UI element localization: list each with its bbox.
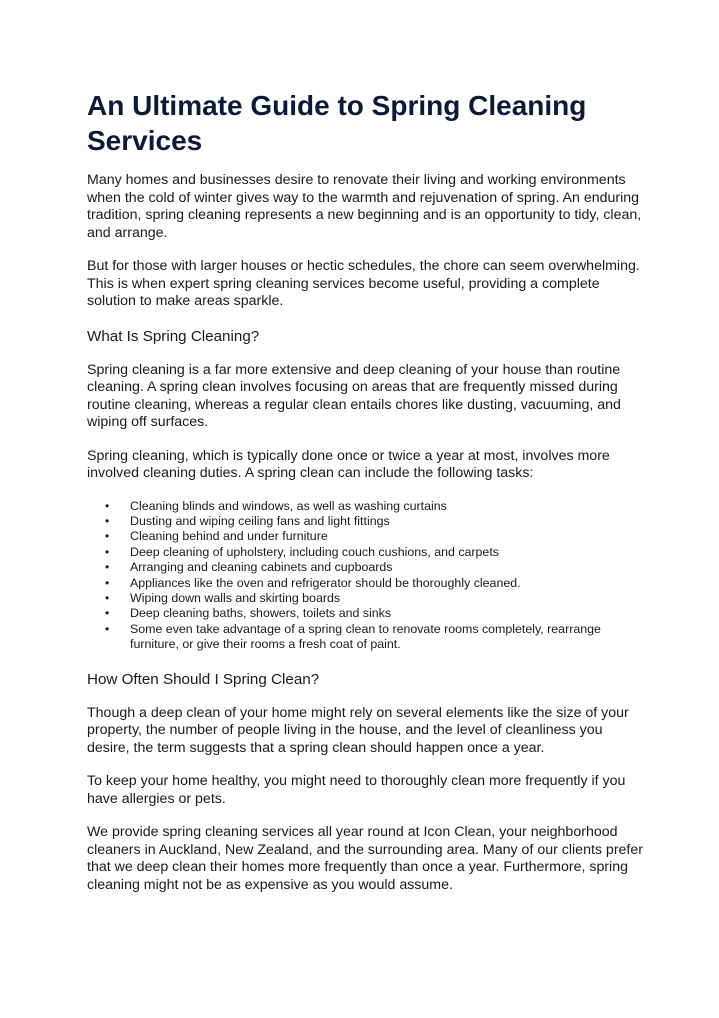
list-item [87, 606, 647, 621]
list-item-text: Dusting and wiping ceiling fans and light fittings [130, 513, 390, 528]
intro-paragraph-1: Many homes and businesses desire to renovate their living and working environments when the cold of winter gives way to the warmth and rejuvenation of spring. An enduring tradition, spring cleaning represents a new beginning and is an opportunity to tidy, clean, and arrange. [87, 172, 642, 241]
task-list [87, 499, 647, 653]
bullet-icon: • [105, 590, 110, 605]
bullet-icon: • [105, 513, 110, 528]
list-item [87, 560, 647, 575]
bullet-icon: • [105, 621, 110, 636]
section1-paragraph-1: Spring cleaning is a far more extensive and deep cleaning of your house than routine cleaning. A spring clean involves focusing on areas that are frequently missed during routine cleaning, whereas a regular clean entails chores like dusting, vacuuming, and wiping off surfaces. [87, 361, 621, 430]
document-page [87, 88, 647, 910]
page-title: An Ultimate Guide to Spring Cleaning Services [87, 90, 587, 156]
list-item [87, 529, 647, 544]
bullet-icon: • [105, 560, 110, 575]
section-heading-what-is-spring-cleaning: What Is Spring Cleaning? [87, 327, 260, 345]
list-item [87, 622, 647, 653]
bullet-icon: • [105, 529, 110, 544]
list-item-text: Cleaning blinds and windows, as well as washing curtains [130, 498, 447, 513]
section2-paragraph-3: We provide spring cleaning services all year round at Icon Clean, your neighborhood cleaners in Auckland, New Zealand, and the surrounding area. Many of our clients prefer that we deep clean their homes more frequently than once a year. Furthermore, spring cleaning might not be as expensive as you would assume. [87, 824, 643, 893]
list-item-text: Arranging and cleaning cabinets and cupboards [130, 560, 393, 575]
list-item-text: Some even take advantage of a spring clean to renovate rooms completely, rearrange furniture, or give their rooms a fresh coat of paint. [130, 621, 601, 652]
list-item [87, 545, 647, 560]
list-item-text: Deep cleaning of upholstery, including couch cushions, and carpets [130, 544, 499, 559]
bullet-icon: • [105, 544, 110, 559]
bullet-icon: • [105, 606, 110, 621]
bullet-icon: • [105, 575, 110, 590]
list-item [87, 499, 647, 514]
list-item-text: Appliances like the oven and refrigerator should be thoroughly cleaned. [130, 575, 521, 590]
list-item [87, 514, 647, 529]
section1-paragraph-2: Spring cleaning, which is typically done once or twice a year at most, involves more involved cleaning duties. A spring clean can include the following tasks: [87, 447, 610, 481]
section-heading-how-often: How Often Should I Spring Clean? [87, 670, 320, 688]
list-item-text: Cleaning behind and under furniture [130, 529, 328, 544]
list-item-text: Wiping down walls and skirting boards [130, 590, 341, 605]
intro-paragraph-2: But for those with larger houses or hectic schedules, the chore can seem overwhelming. This is when expert spring cleaning services become useful, providing a complete solution to make areas sparkle. [87, 258, 640, 309]
list-item [87, 591, 647, 606]
bullet-icon: • [105, 498, 110, 513]
list-item [87, 576, 647, 591]
list-item-text: Deep cleaning baths, showers, toilets and sinks [130, 606, 392, 621]
section2-paragraph-1: Though a deep clean of your home might rely on several elements like the size of your property, the number of people living in the house, and the level of cleanliness you desire, the term suggests that a spring clean should happen once a year. [87, 704, 629, 756]
section2-paragraph-2: To keep your home healthy, you might need to thoroughly clean more frequently if you have allergies or pets. [87, 773, 626, 807]
